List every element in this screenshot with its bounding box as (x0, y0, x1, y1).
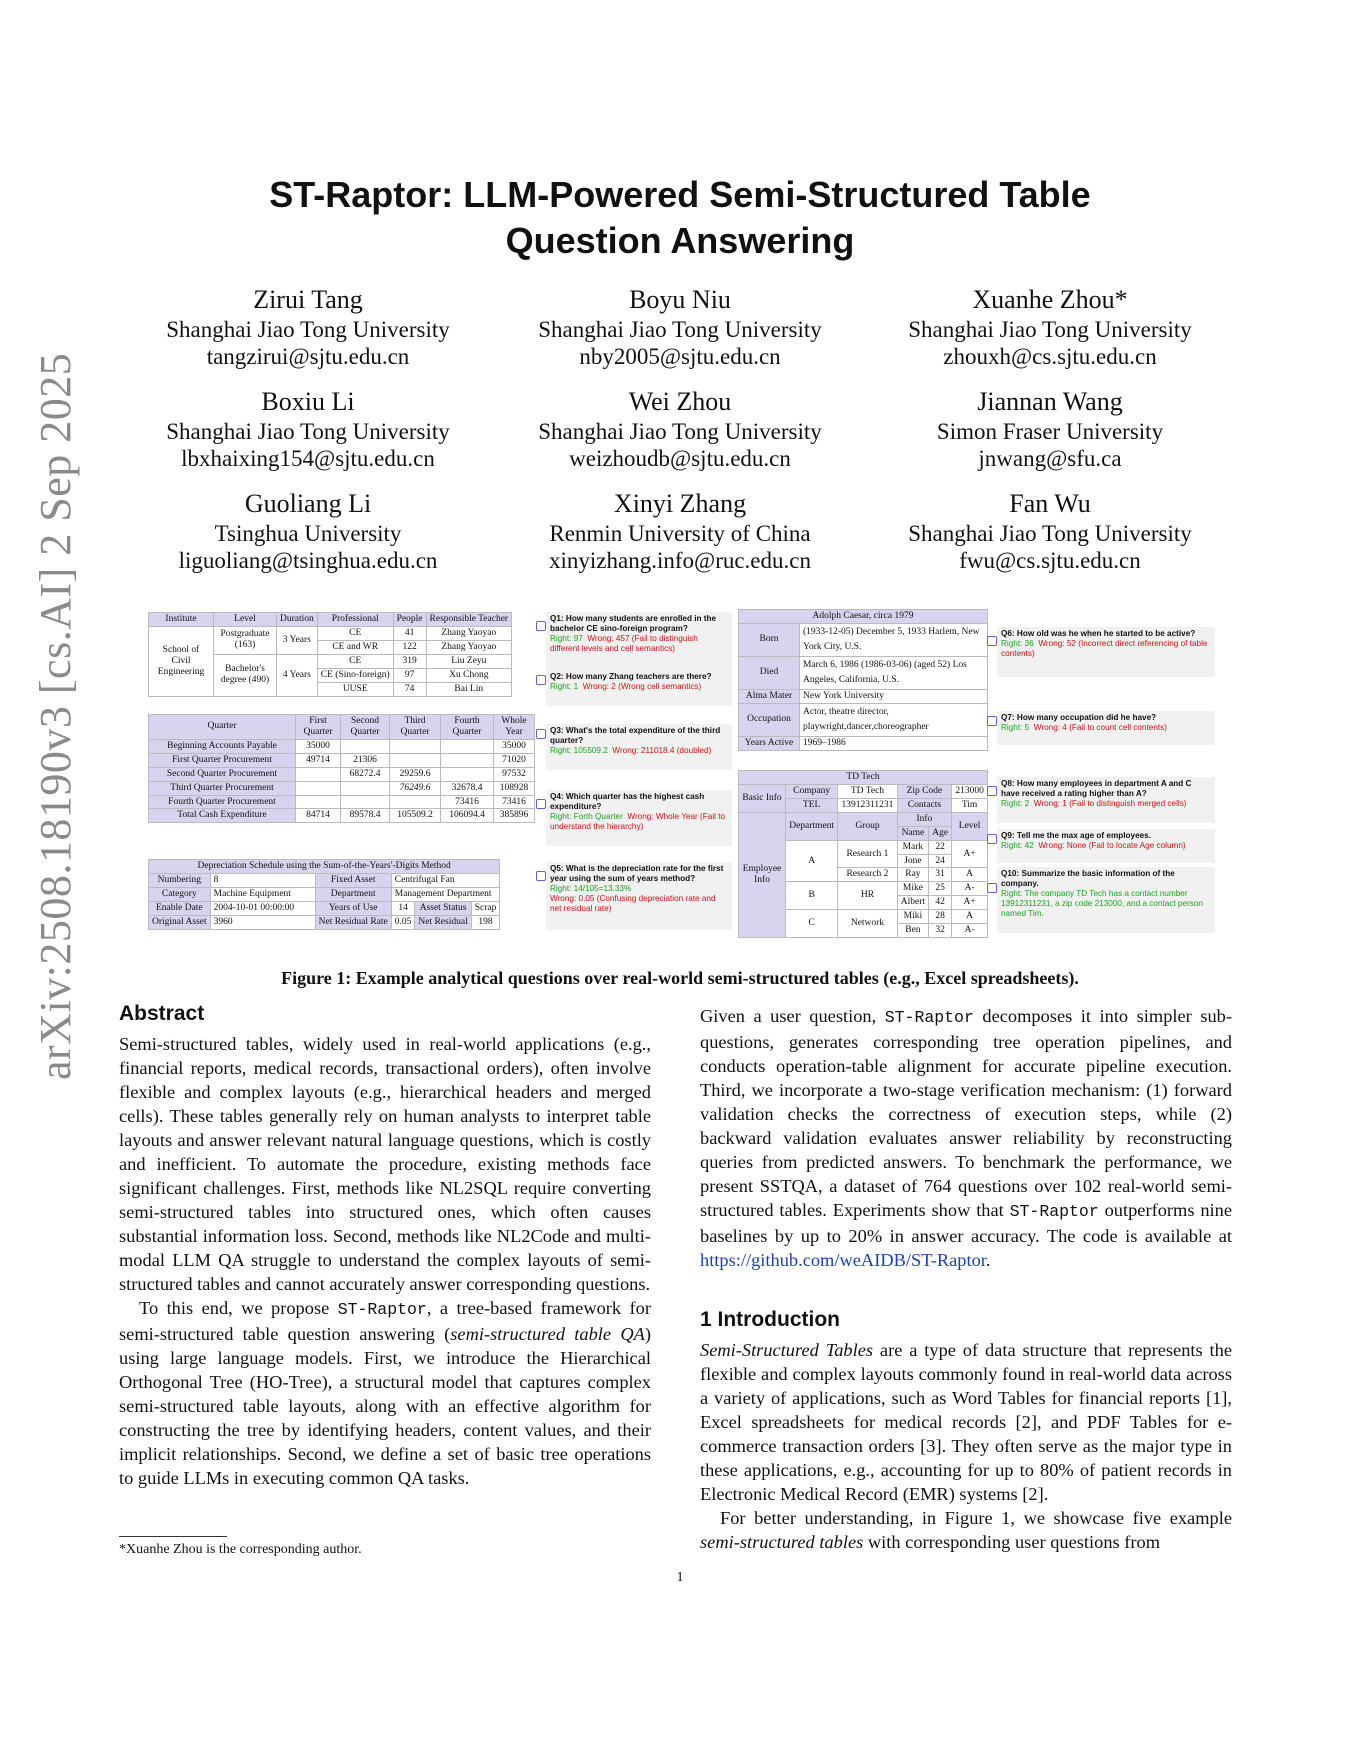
question-box (546, 670, 732, 706)
right-answer: Right: 97 (550, 634, 583, 643)
table-header: Fourth Quarter (441, 715, 494, 740)
table-cell (296, 781, 341, 795)
link-icon (536, 871, 546, 881)
link-icon (987, 786, 997, 796)
author-block (500, 488, 860, 574)
table-cell: 24 (929, 854, 952, 868)
table-cell: 385896 (494, 809, 535, 823)
table-cell: 28 (929, 910, 952, 924)
table-cell: 8 (210, 873, 315, 887)
intro-paragraph (700, 1506, 1232, 1554)
table-cell (390, 795, 441, 809)
table-cell (341, 795, 390, 809)
table-cell: TD Tech (838, 784, 897, 798)
author-email[interactable]: nby2005@sjtu.edu.cn (579, 344, 781, 369)
table-cell: 213000 (952, 784, 988, 798)
system-name: ST-Raptor (337, 1300, 427, 1319)
table-header: People (393, 613, 426, 627)
table-cell: CE and WR (317, 640, 393, 654)
wrong-answer: Wrong: 52 (Incorrect direct referencing of table contents) (1001, 639, 1208, 658)
table-header: Age (929, 826, 952, 840)
table-header: Info (897, 812, 952, 826)
footnote: *Xuanhe Zhou is the corresponding author. (119, 1542, 362, 1557)
question-text: Q2: How many Zhang teachers are there? (550, 672, 712, 681)
footnote-rule (119, 1536, 227, 1537)
table-cell (441, 753, 494, 767)
table-cell: Scrap (471, 901, 500, 915)
intro-paragraph (700, 1338, 1232, 1506)
table-cell: 105509.2 (390, 809, 441, 823)
wrong-answer: Wrong: 457 (Fail to distinguish different levels and cell semantics) (550, 634, 698, 653)
table-cell: Network (838, 910, 897, 938)
table-cell: A- (952, 882, 988, 896)
table-cell: UUSE (317, 682, 393, 696)
table-row-label: Years of Use (315, 901, 391, 915)
table-cell: Machine Equipment (210, 887, 315, 901)
question-box (546, 862, 732, 930)
question-box (546, 724, 732, 770)
table-cell: 31 (929, 868, 952, 882)
author-block (128, 386, 488, 472)
table-header: Second Quarter (341, 715, 390, 740)
table-cell: A+ (952, 840, 988, 868)
table-cell: Liu Zeyu (426, 654, 512, 668)
table-cell: Zhang Yaoyao (426, 640, 512, 654)
table-row-label: Third Quarter Procurement (149, 781, 296, 795)
author-affiliation: Shanghai Jiao Tong University (908, 317, 1192, 342)
arxiv-identifier: arXiv:2508.18190v3 [cs.AI] 2 Sep 2025 (31, 352, 80, 1080)
question-box (997, 627, 1215, 677)
author-name: Boyu Niu (629, 285, 731, 314)
right-answer: Right: 2 (1001, 799, 1030, 808)
figure-table-company (738, 770, 988, 938)
wrong-answer: Wrong: 4 (Fail to count cell contents) (1033, 723, 1167, 732)
table-cell (441, 739, 494, 753)
author-block (500, 386, 860, 472)
table-cell: 97 (393, 668, 426, 682)
author-affiliation: Shanghai Jiao Tong University (908, 521, 1192, 546)
text-span: ) using large language models. First, we introduce the Hierarchical Orthogonal Tree (HO-Tree), a structural model that captures complex semi-structured table layouts, along with an effective algorithm for constructing the tree by identifying headers, content values, and their implicit relationships. Second, we define a set of basic tree operations to guide LLMs in executing common QA tasks. (119, 1324, 651, 1488)
table-cell: March 6, 1986 (1986-03-06) (aged 52) Los Angeles, California, U.S. (800, 656, 988, 689)
table-row-label: Born (739, 623, 800, 656)
table-cell: A- (952, 924, 988, 938)
author-affiliation: Shanghai Jiao Tong University (538, 419, 822, 444)
wrong-answer: Wrong: Whole Year (Fail to understand the hierarchy) (550, 812, 726, 831)
table-cell: 89578.4 (341, 809, 390, 823)
author-block (128, 488, 488, 574)
table-cell: (1933-12-05) December 5, 1933 Harlem, New York City, U.S. (800, 623, 988, 656)
question-text: Q3: What's the total expenditure of the third quarter? (550, 726, 721, 745)
table-cell: Centrifugal Fan (391, 873, 500, 887)
abstract-paragraph: Semi-structured tables, widely used in real-world applications (e.g., financial reports, medical records, transactional orders), often involve flexible and complex layouts (e.g., hierarchical headers and merged cells). These tables generally rely on human analysts to interpret table layouts and answer relevant natural language questions, which is costly and inefficient. To automate the procedure, existing methods face significant challenges. First, methods like NL2SQL require converting semi-structured tables into structured ones, which often causes substantial information loss. Second, methods like NL2Code and multi-modal LLM QA struggle to understand the complex layouts of semi-structured tables and cannot accurately answer corresponding questions. (119, 1034, 651, 1294)
link-icon (536, 675, 546, 685)
link-icon (987, 636, 997, 646)
table-header: Responsible Teacher (426, 613, 512, 627)
table-cell: 84714 (296, 809, 341, 823)
table-cell: Albert (897, 896, 929, 910)
table-cell: A (952, 868, 988, 882)
table-cell: 32678.4 (441, 781, 494, 795)
table-row-label: Zip Code (897, 784, 952, 798)
table-cell: Research 2 (838, 868, 897, 882)
code-link[interactable]: https://github.com/weAIDB/ST-Raptor (700, 1250, 986, 1270)
table-cell: 106094.4 (441, 809, 494, 823)
figure-table-depreciation (148, 859, 500, 930)
author-name: Boxiu Li (261, 387, 355, 416)
table-cell: 25 (929, 882, 952, 896)
table-cell: 71020 (494, 753, 535, 767)
link-icon (536, 729, 546, 739)
table-cell (390, 753, 441, 767)
table-row-label: Fixed Asset (315, 873, 391, 887)
table-cell: Research 1 (838, 840, 897, 868)
table-cell: HR (838, 882, 897, 910)
table-header: First Quarter (296, 715, 341, 740)
wrong-answer: Wrong: 211018.4 (doubled) (612, 746, 712, 755)
table-cell (341, 739, 390, 753)
table-row-label: Basic Info (739, 784, 786, 812)
title-line-1: ST-Raptor: LLM-Powered Semi-Structured Table (269, 174, 1091, 215)
emphasis-text: semi-structured table QA (450, 1324, 645, 1344)
wrong-answer: Wrong: None (Fail to locate Age column) (1038, 841, 1186, 850)
text-span: , a tree-based framework for semi-structured table question answering ( (119, 1298, 651, 1344)
question-text: Q4: Which quarter has the highest cash expenditure? (550, 792, 705, 811)
paper-title (150, 172, 1210, 264)
author-name: Zirui Tang (253, 285, 363, 314)
table-cell: Bachelor's degree (490) (214, 654, 277, 696)
text-span: outperforms nine baselines by up to 20% in answer accuracy. The code is available at (700, 1200, 1232, 1246)
abstract-heading: Abstract (119, 1002, 205, 1025)
table-cell: 68272.4 (341, 767, 390, 781)
link-icon (536, 621, 546, 631)
table-cell: 76249.6 (390, 781, 441, 795)
table-cell: Actor, theatre director, playwright,dancer,choreographer (800, 703, 988, 736)
table-row-label: Total Cash Expenditure (149, 809, 296, 823)
table-header: Professional (317, 613, 393, 627)
table-cell: 97532 (494, 767, 535, 781)
wrong-answer: Wrong: 0.05 (Confusing depreciation rate and net residual rate) (550, 894, 716, 913)
text-span: are a type of data structure that represents the flexible and complex layouts commonly found in real-world data across a variety of applications, such as Word Tables for financial reports [1], Excel spreadsheets for medical records [2], and PDF Tables for e-commerce transaction orders [3]. They often serve as the major type in these applications, e.g., accounting for up to 80% of patient records in Electronic Medical Record (EMR) systems [2]. (700, 1340, 1232, 1504)
question-text: Q9: Tell me the max age of employees. (1001, 831, 1152, 840)
emphasis-text: semi-structured tables (700, 1532, 864, 1552)
table-cell: 22 (929, 840, 952, 854)
author-email[interactable]: liguoliang@tsinghua.edu.cn (178, 548, 438, 573)
right-answer: Right: 105509.2 (550, 746, 608, 755)
table-row-label: Company (786, 784, 838, 798)
table-row-label: TEL (786, 798, 838, 812)
table-cell: 74 (393, 682, 426, 696)
table-cell: 108928 (494, 781, 535, 795)
table-cell: Xu Chong (426, 668, 512, 682)
table-cell: C (786, 910, 838, 938)
question-box (997, 711, 1215, 745)
link-icon (987, 883, 997, 893)
author-name: Xinyi Zhang (613, 489, 747, 518)
figure-table-cash (148, 714, 535, 823)
system-name: ST-Raptor (884, 1008, 974, 1027)
table-row-label: Fourth Quarter Procurement (149, 795, 296, 809)
table-header: Name (897, 826, 929, 840)
question-box (997, 867, 1215, 933)
author-email[interactable]: jnwang@sfu.ca (978, 446, 1122, 471)
author-affiliation: Shanghai Jiao Tong University (166, 317, 450, 342)
link-icon (536, 799, 546, 809)
link-icon (987, 834, 997, 844)
table-row-label: First Quarter Procurement (149, 753, 296, 767)
table-cell: CE (Sino-foreign) (317, 668, 393, 682)
table-cell: 13912311231 (838, 798, 897, 812)
table-row-label: Original Asset (149, 915, 211, 929)
table-cell (341, 781, 390, 795)
author-block (870, 488, 1230, 574)
author-affiliation: Tsinghua University (214, 521, 402, 546)
table-cell: 4 Years (277, 654, 318, 696)
table-title: TD Tech (739, 771, 988, 785)
question-text: Q7: How many occupation did he have? (1001, 713, 1157, 722)
table-header: Duration (277, 613, 318, 627)
table-row-label: Category (149, 887, 211, 901)
table-cell: 2004-10-01 00:00:00 (210, 901, 315, 915)
author-email[interactable]: lbxhaixing154@sjtu.edu.cn (181, 446, 435, 471)
table-cell: A (786, 840, 838, 882)
table-cell: 29259.6 (390, 767, 441, 781)
table-header: Level (214, 613, 277, 627)
table-cell: 49714 (296, 753, 341, 767)
table-header: Level (952, 812, 988, 840)
table-cell: Tim (952, 798, 988, 812)
table-cell: 32 (929, 924, 952, 938)
table-cell (441, 767, 494, 781)
question-box (997, 829, 1215, 863)
question-text: Q8: How many employees in department A and C have received a rating higher than A? (1001, 779, 1192, 798)
table-title: Depreciation Schedule using the Sum-of-the-Years'-Digits Method (149, 860, 500, 874)
author-block (870, 284, 1230, 370)
author-email[interactable]: xinyizhang.info@ruc.edu.cn (549, 548, 811, 573)
text-span: with corresponding user questions from (863, 1532, 1161, 1552)
wrong-answer: Wrong: 1 (Fail to distinguish merged cells) (1033, 799, 1187, 808)
author-affiliation: Simon Fraser University (936, 419, 1164, 444)
text-span: Given a user question, (700, 1006, 885, 1026)
table-header: Whole Year (494, 715, 535, 740)
right-answer: Right: 5 (1001, 723, 1030, 732)
introduction-heading: 1 Introduction (700, 1308, 840, 1331)
table-cell: 73416 (441, 795, 494, 809)
table-cell: Mark (897, 840, 929, 854)
author-name: Guoliang Li (244, 489, 372, 518)
table-row-label: Second Quarter Procurement (149, 767, 296, 781)
right-answer: Right: Forth Quarter (550, 812, 623, 821)
table-cell: 14 (391, 901, 415, 915)
author-name: Fan Wu (1009, 489, 1091, 518)
table-row-label: Years Active (739, 736, 800, 750)
table-cell: New York University (800, 689, 988, 703)
table-row-label: Enable Date (149, 901, 211, 915)
table-cell: Ray (897, 868, 929, 882)
table-cell: Postgraduate (163) (214, 626, 277, 654)
table-cell: 35000 (296, 739, 341, 753)
title-line-2: Question Answering (505, 220, 855, 261)
right-answer: Right: The company TD Tech has a contact number 13912311231, a zip code 213000, and a contact person named Tim. (1001, 889, 1203, 918)
table-cell: 35000 (494, 739, 535, 753)
table-header: Institute (149, 613, 214, 627)
text-span: To this end, we propose (139, 1298, 338, 1318)
table-cell: 21306 (341, 753, 390, 767)
figure-table-infobox (738, 609, 988, 751)
table-cell: Zhang Yaoyao (426, 626, 512, 640)
link-icon (987, 716, 997, 726)
author-name: Xuanhe Zhou* (972, 285, 1128, 314)
table-header: Quarter (149, 715, 296, 740)
table-cell (390, 739, 441, 753)
table-cell: 122 (393, 640, 426, 654)
table-cell: Miki (897, 910, 929, 924)
author-name: Jiannan Wang (977, 387, 1123, 416)
table-cell: A (952, 910, 988, 924)
table-cell: Bai Lin (426, 682, 512, 696)
author-block (500, 284, 860, 370)
table-title: Adolph Caesar, circa 1979 (739, 610, 988, 624)
question-box (997, 777, 1215, 823)
table-cell: 3960 (210, 915, 315, 929)
question-text: Q5: What is the depreciation rate for the first year using the sum of years method? (550, 864, 724, 883)
emphasis-text: Semi-Structured Tables (700, 1340, 874, 1360)
table-row-label: Died (739, 656, 800, 689)
author-name: Wei Zhou (628, 387, 732, 416)
table-row-label: Beginning Accounts Payable (149, 739, 296, 753)
table-header: Third Quarter (390, 715, 441, 740)
table-row-label: Department (315, 887, 391, 901)
table-cell: 0.05 (391, 915, 415, 929)
question-text: Q6: How old was he when he started to be active? (1001, 629, 1196, 638)
author-block (870, 386, 1230, 472)
author-email[interactable]: tangzirui@sjtu.edu.cn (206, 344, 410, 369)
table-cell: Jone (897, 854, 929, 868)
question-box (546, 790, 732, 846)
table-header: Group (838, 812, 897, 840)
table-row-label: Asset Status (415, 901, 471, 915)
system-name: ST-Raptor (1009, 1202, 1099, 1221)
wrong-answer: Wrong: 2 (Wrong cell semantics) (582, 682, 702, 691)
author-block (128, 284, 488, 370)
table-cell (296, 767, 341, 781)
table-cell: 73416 (494, 795, 535, 809)
table-cell: Mike (897, 882, 929, 896)
author-email[interactable]: fwu@cs.sjtu.edu.cn (959, 548, 1141, 573)
left-column (119, 1002, 651, 1490)
figure-table-enrollment (148, 612, 512, 697)
table-cell: CE (317, 654, 393, 668)
table-cell: Ben (897, 924, 929, 938)
author-email[interactable]: zhouxh@cs.sjtu.edu.cn (943, 344, 1157, 369)
table-cell: 3 Years (277, 626, 318, 654)
question-text: Q1: How many students are enrolled in the bachelor CE sino-foreign program? (550, 614, 717, 633)
table-cell: 42 (929, 896, 952, 910)
right-answer: Right: 1 (550, 682, 579, 691)
table-header: Department (786, 812, 838, 840)
table-cell: 1969–1986 (800, 736, 988, 750)
table-row-label: Net Residual (415, 915, 471, 929)
figure-caption: Figure 1: Example analytical questions over real-world semi-structured tables (e.g., Excel spreadsheets). (281, 968, 1079, 988)
table-cell: CE (317, 626, 393, 640)
author-affiliation: Renmin University of China (549, 521, 811, 546)
text-span: . (985, 1250, 991, 1270)
table-row-label: Alma Mater (739, 689, 800, 703)
author-email[interactable]: weizhoudb@sjtu.edu.cn (569, 446, 791, 471)
right-answer: Right: 14/105=13.33% (550, 884, 632, 893)
abstract-paragraph (700, 1004, 1232, 1272)
table-cell: 198 (471, 915, 500, 929)
question-text: Q10: Summarize the basic information of the company. (1001, 869, 1175, 888)
text-span: For better understanding, in Figure 1, we showcase five example (720, 1508, 1232, 1528)
table-cell: B (786, 882, 838, 910)
text-span: decomposes it into simpler sub-questions, generates corresponding tree operation pipelines, and conducts operation-table alignment for accurate pipeline execution. Third, we incorporate a two-stage verification mechanism: (1) forward validation checks the correctness of execution steps, while (2) backward validation evaluates answer reliability by reconstructing queries from predicted answers. To benchmark the performance, we present SSTQA, a dataset of 764 questions over 102 real-world semi-structured tables. Experiments show that (700, 1006, 1232, 1220)
table-row-label: Net Residual Rate (315, 915, 391, 929)
table-row-label: Numbering (149, 873, 211, 887)
table-cell: A+ (952, 896, 988, 910)
table-row-label: Occupation (739, 703, 800, 736)
table-row-label: Contacts (897, 798, 952, 812)
table-cell: School of Civil Engineering (149, 626, 214, 696)
abstract-paragraph (119, 1296, 651, 1490)
right-answer: Right: 42 (1001, 841, 1034, 850)
right-column (700, 1004, 1232, 1554)
table-cell: 319 (393, 654, 426, 668)
table-cell: 41 (393, 626, 426, 640)
table-cell (296, 795, 341, 809)
author-affiliation: Shanghai Jiao Tong University (538, 317, 822, 342)
table-row-label: Employee Info (739, 812, 786, 937)
right-answer: Right: 36 (1001, 639, 1034, 648)
page-number: 1 (676, 1570, 684, 1585)
author-affiliation: Shanghai Jiao Tong University (166, 419, 450, 444)
table-cell: Management Department (391, 887, 500, 901)
question-box (546, 612, 732, 671)
